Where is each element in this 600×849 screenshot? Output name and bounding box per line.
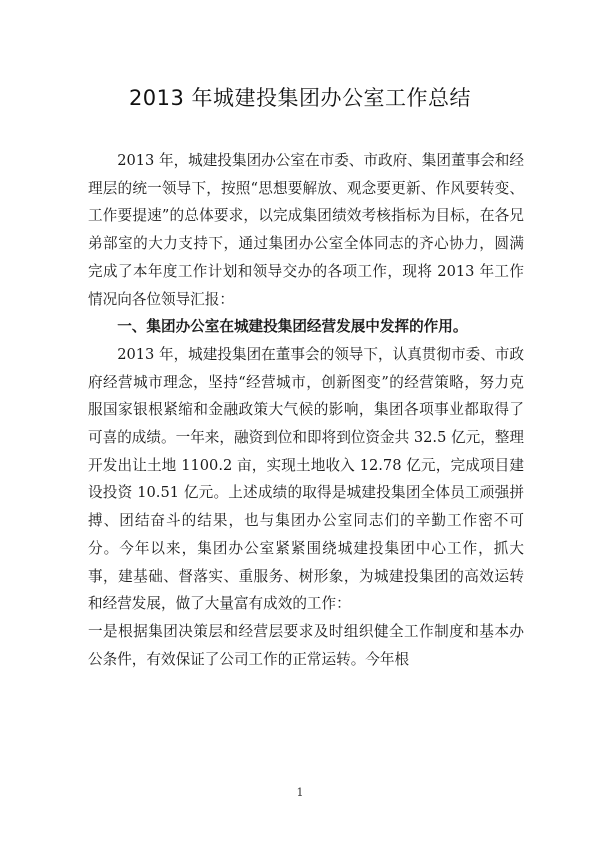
point-1-paragraph: 一是根据集团决策层和经营层要求及时组织健全工作制度和基本办公条件，有效保证了公司工作的正常运转。今年根 (88, 622, 524, 668)
document-title: 2013 年城建投集团办公室工作总结 (128, 86, 472, 110)
section-heading-1: 一、集团办公室在城建投集团经营发展中发挥的作用。 (117, 318, 468, 336)
intro-paragraph: 2013 年，城建投集团办公室在市委、市政府、集团董事会和经理层的统一领导下，按照“思想要解放、观念要更新、作风要转变、工作要提速”的总体要求，以完成集团绩效考核指标为目标，在各兄弟部室的大力支持下，通过集团办公室全体同志的齐心协力，圆满完成了本年度工作计划和领导交办的各项工作，现将 2013 年工作情况向各位领导汇报： (88, 152, 524, 308)
page-number: 1 (296, 786, 304, 799)
document-body (88, 147, 524, 673)
section-1-paragraph: 2013 年，城建投集团在董事会的领导下，认真贯彻市委、市政府经营城市理念，坚持“经营城市，创新图变”的经营策略，努力克服国家银根紧缩和金融政策大气候的影响，集团各项事业都取得了可喜的成绩。一年来，融资到位和即将到位资金共 32.5 亿元，整理开发出让土地 1100.2 亩，实现土地收入 12.78 亿元，完成项目建设投资 10.51 亿元。上述成绩的取得是城建投集团全体员工顽强拼搏、团结奋斗的结果，也与集团办公室同志们的辛勤工作密不可分。今年以来，集团办公室紧紧围绕城建投集团中心工作，抓大事，建基础、督落实、重服务、树形象，为城建投集团的高效运转和经营发展，做了大量富有成效的工作： (88, 345, 524, 613)
